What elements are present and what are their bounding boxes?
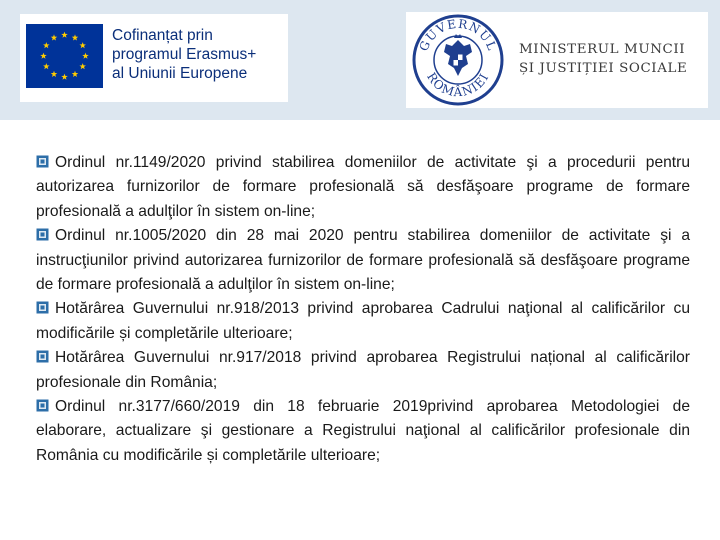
- left-margin-stripe: [0, 120, 14, 540]
- legislation-list: [36, 151, 690, 468]
- eu-logo-line2: programul Erasmus+: [112, 46, 257, 63]
- government-seal-icon: [412, 14, 504, 106]
- seal-top-text: GUVERNUL: [416, 16, 500, 54]
- list-item-text: Ordinul nr.3177/660/2019 din 18 februarie 2019privind aprobarea Metodologiei de elaborare, actualizare şi gestionare a Registrului naţional al calificărilor profesionale din România cu modificările și completările ulterioare;: [36, 398, 690, 464]
- list-item-text: Hotărârea Guvernului nr.918/2013 privind aprobarea Cadrului naţional al calificărilor cu modificările și completările ulterioare;: [36, 300, 690, 342]
- eu-logo-text: [112, 26, 284, 83]
- list-item: [36, 224, 690, 297]
- list-item: [36, 151, 690, 224]
- checkbox-bullet-icon: [36, 228, 49, 241]
- ministry-line1: MINISTERUL MUNCII: [519, 42, 686, 57]
- ministry-name: [519, 40, 709, 78]
- list-item: [36, 346, 690, 395]
- checkbox-bullet-icon: [36, 301, 49, 314]
- eu-cofunding-logo: [20, 14, 288, 102]
- checkbox-bullet-icon: [36, 155, 49, 168]
- eu-logo-line1: Cofinanțat prin: [112, 27, 213, 44]
- list-item-text: Hotărârea Guvernului nr.917/2018 privind aprobarea Registrului național al calificărilor profesionale din România;: [36, 349, 690, 391]
- ministry-line2: ȘI JUSTIȚIEI SOCIALE: [519, 61, 688, 76]
- list-item-text: Ordinul nr.1149/2020 privind stabilirea domeniilor de activitate şi a procedurii pentru autorizarea furnizorilor de formare profesională să desfăşoare programe de formare profesională a adulţilor în sistem on-line;: [36, 154, 690, 220]
- checkbox-bullet-icon: [36, 399, 49, 412]
- header-band: [0, 0, 720, 120]
- list-item: [36, 297, 690, 346]
- checkbox-bullet-icon: [36, 350, 49, 363]
- eu-logo-line3: al Uniunii Europene: [112, 65, 248, 82]
- eu-flag-icon: [26, 24, 103, 88]
- seal-bottom-text: ROMÂNIEI: [424, 70, 492, 100]
- government-logo: [406, 12, 708, 108]
- list-item: [36, 395, 690, 468]
- list-item-text: Ordinul nr.1005/2020 din 28 mai 2020 pentru stabilirea domeniilor de activitate şi a instrucţiunilor privind autorizarea furnizorilor de formare profesională să desfăşoare programe de formare profesională a adulţilor în sistem on-line;: [36, 227, 690, 294]
